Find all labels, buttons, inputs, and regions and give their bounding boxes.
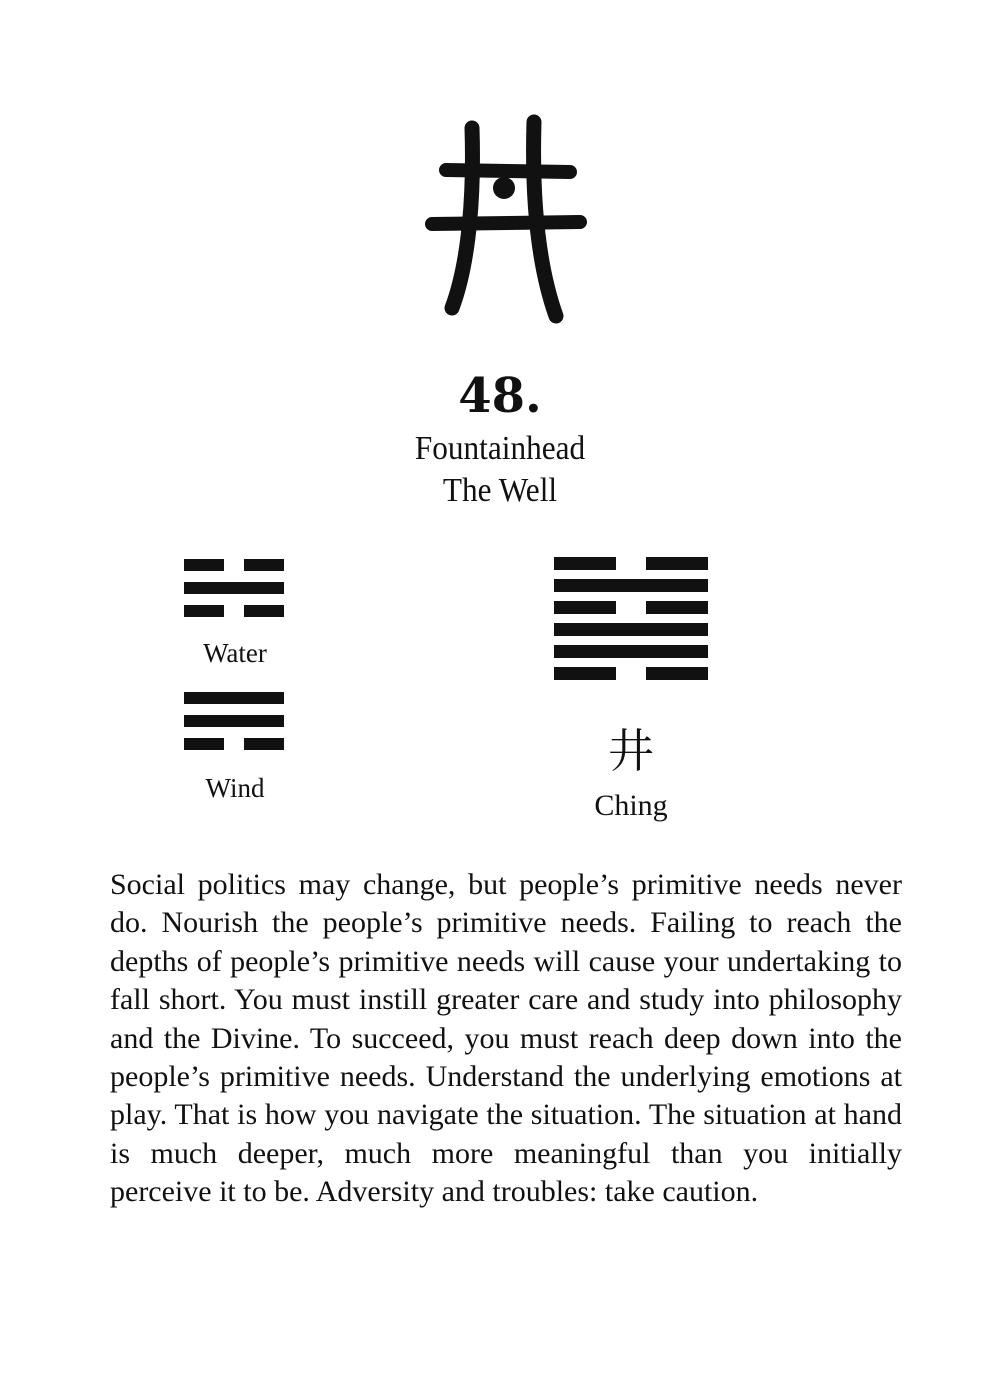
- trigram-water-label: Water: [203, 638, 267, 668]
- solid-line: [184, 715, 284, 727]
- solid-line: [554, 645, 708, 658]
- hexagram-name: Ching: [594, 789, 668, 822]
- broken-line: [184, 559, 284, 571]
- card-title-primary: Fountainhead: [414, 430, 586, 467]
- trigram-water: [184, 559, 284, 617]
- broken-line: [554, 557, 708, 570]
- solid-line: [554, 579, 708, 592]
- broken-line: [184, 605, 284, 617]
- trigram-wind: [184, 692, 284, 750]
- broken-line: [184, 738, 284, 750]
- solid-line: [184, 692, 284, 704]
- well-seal-character-icon: [420, 110, 590, 330]
- trigram-wind-label: Wind: [205, 773, 265, 803]
- card-title-secondary: The Well: [442, 472, 558, 509]
- solid-line: [184, 582, 284, 594]
- broken-line: [554, 601, 708, 614]
- reading-text: Social politics may change, but people’s primitive needs never do. Nourish the people’s primitive needs. Failing to reach the depths of people’s primitive needs will cause your undertaking to fall short. You must instill greater care and study into philosophy and the Divine. To succeed, you must reach deep down into the people’s primitive needs. Understand the underlying emotions at play. That is how you navigate the situation. The situation at hand is much deeper, much more meaningful than you initially perceive it to be. Adversity and troubles: take caution.: [110, 868, 902, 1209]
- hexagram-character: 井: [608, 724, 654, 778]
- broken-line: [554, 667, 708, 680]
- card-number: 48.: [458, 368, 542, 424]
- solid-line: [554, 623, 708, 636]
- hexagram: [554, 557, 708, 680]
